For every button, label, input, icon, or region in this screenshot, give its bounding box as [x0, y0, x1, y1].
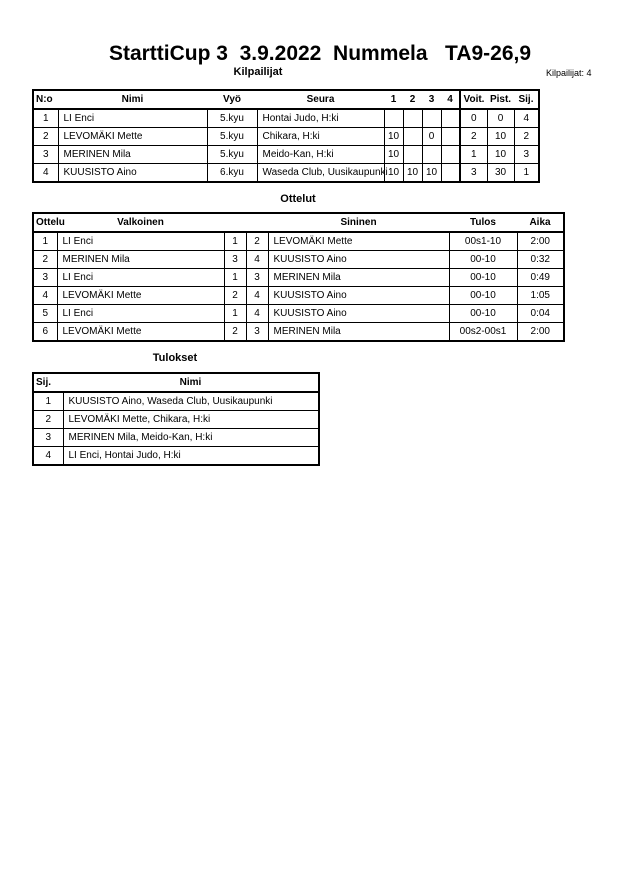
cell-name: LI Enci [58, 109, 207, 128]
cell-no: 3 [33, 146, 58, 164]
cell-place: 4 [514, 109, 539, 128]
cell-blue-name: MERINEN Mila [268, 269, 449, 287]
cell-belt: 5.kyu [207, 109, 257, 128]
cell-white-no: 2 [224, 287, 246, 305]
header-match-1: 1 [384, 90, 403, 109]
cell-white-no: 1 [224, 269, 246, 287]
table-row [33, 251, 564, 269]
cell-score-1: 10 [384, 146, 403, 164]
cell-club: Chikara, H:ki [257, 128, 384, 146]
cell-result: 00s2-00s1 [449, 323, 517, 342]
header-points: Pist. [487, 90, 514, 109]
cell-club: Meido-Kan, H:ki [257, 146, 384, 164]
table-row [33, 269, 564, 287]
cell-club: Hontai Judo, H:ki [257, 109, 384, 128]
cell-place: 2 [33, 411, 63, 429]
cell-match-no: 6 [33, 323, 57, 342]
header-place: Sij. [514, 90, 539, 109]
cell-blue-name: KUUSISTO Aino [268, 287, 449, 305]
matches-table [32, 212, 565, 342]
cell-blue-name: KUUSISTO Aino [268, 305, 449, 323]
cell-no: 4 [33, 164, 58, 183]
competitors-table [32, 89, 540, 183]
cell-score-2 [403, 146, 422, 164]
cell-result: 00-10 [449, 287, 517, 305]
cell-match-no: 3 [33, 269, 57, 287]
cell-score-3 [422, 109, 441, 128]
cell-white-name: LEVOMÄKI Mette [57, 323, 224, 342]
cell-place: 1 [514, 164, 539, 183]
cell-blue-no: 3 [246, 323, 268, 342]
cell-place: 1 [33, 392, 63, 411]
header-match-4: 4 [441, 90, 460, 109]
cell-score-2 [403, 128, 422, 146]
cell-score-4 [441, 164, 460, 183]
cell-score-1: 10 [384, 164, 403, 183]
cell-time: 0:04 [517, 305, 564, 323]
cell-club: Waseda Club, Uusikaupunki [257, 164, 384, 183]
cell-score-3: 10 [422, 164, 441, 183]
competitors-heading: Kilpailijat [233, 66, 283, 78]
header-time: Aika [517, 213, 564, 232]
header-white: Valkoinen [57, 213, 224, 232]
cell-belt: 6.kyu [207, 164, 257, 183]
table-row [33, 411, 319, 429]
cell-match-no: 5 [33, 305, 57, 323]
cell-white-no: 1 [224, 305, 246, 323]
matches-header-row [33, 213, 564, 232]
table-row [33, 287, 564, 305]
cell-match-no: 2 [33, 251, 57, 269]
cell-score-4 [441, 146, 460, 164]
cell-result: 00-10 [449, 251, 517, 269]
cell-white-no: 3 [224, 251, 246, 269]
cell-name: LEVOMÄKI Mette [58, 128, 207, 146]
cell-blue-name: LEVOMÄKI Mette [268, 232, 449, 251]
cell-place: 4 [33, 447, 63, 466]
cell-name: KUUSISTO Aino [58, 164, 207, 183]
cell-match-no: 4 [33, 287, 57, 305]
cell-place: 3 [33, 429, 63, 447]
cell-white-name: MERINEN Mila [57, 251, 224, 269]
cell-white-no: 2 [224, 323, 246, 342]
header-club: Seura [257, 90, 384, 109]
table-row [33, 305, 564, 323]
table-row [33, 109, 539, 128]
cell-belt: 5.kyu [207, 146, 257, 164]
cell-points: 30 [487, 164, 514, 183]
table-row [33, 146, 539, 164]
cell-points: 10 [487, 128, 514, 146]
cell-result: 00s1-10 [449, 232, 517, 251]
cell-time: 0:32 [517, 251, 564, 269]
table-row [33, 392, 319, 411]
table-row [33, 429, 319, 447]
cell-name: LEVOMÄKI Mette, Chikara, H:ki [63, 411, 319, 429]
cell-white-no: 1 [224, 232, 246, 251]
cell-blue-no: 4 [246, 305, 268, 323]
header-match-no: Ottelu [33, 213, 57, 232]
cell-blue-no: 4 [246, 287, 268, 305]
cell-points: 10 [487, 146, 514, 164]
cell-time: 2:00 [517, 323, 564, 342]
cell-score-1: 10 [384, 128, 403, 146]
header-result: Tulos [449, 213, 517, 232]
cell-white-name: LI Enci [57, 305, 224, 323]
cell-no: 1 [33, 109, 58, 128]
cell-wins: 2 [460, 128, 487, 146]
header-belt: Vyö [207, 90, 257, 109]
cell-blue-name: MERINEN Mila [268, 323, 449, 342]
cell-result: 00-10 [449, 305, 517, 323]
cell-score-3: 0 [422, 128, 441, 146]
header-name: Nimi [63, 373, 319, 392]
matches-heading: Ottelut [280, 193, 316, 205]
cell-points: 0 [487, 109, 514, 128]
header-white-no [224, 213, 246, 232]
cell-place: 2 [514, 128, 539, 146]
cell-wins: 1 [460, 146, 487, 164]
cell-white-name: LI Enci [57, 269, 224, 287]
cell-score-4 [441, 109, 460, 128]
header-name: Nimi [58, 90, 207, 109]
cell-name: MERINEN Mila [58, 146, 207, 164]
cell-result: 00-10 [449, 269, 517, 287]
header-place: Sij. [33, 373, 63, 392]
cell-time: 1:05 [517, 287, 564, 305]
table-row [33, 128, 539, 146]
competitors-header-row [33, 90, 539, 109]
cell-time: 0:49 [517, 269, 564, 287]
cell-score-4 [441, 128, 460, 146]
cell-blue-no: 2 [246, 232, 268, 251]
page-title: StarttiCup 3 3.9.2022 Nummela TA9-26,9 [108, 42, 532, 65]
cell-wins: 0 [460, 109, 487, 128]
header-no: N:o [33, 90, 58, 109]
header-blue: Sininen [268, 213, 449, 232]
cell-name: MERINEN Mila, Meido-Kan, H:ki [63, 429, 319, 447]
header-blue-no [246, 213, 268, 232]
cell-score-2: 10 [403, 164, 422, 183]
cell-blue-no: 3 [246, 269, 268, 287]
table-row [33, 323, 564, 342]
results-header-row [33, 373, 319, 392]
cell-name: LI Enci, Hontai Judo, H:ki [63, 447, 319, 466]
cell-white-name: LEVOMÄKI Mette [57, 287, 224, 305]
header-match-2: 2 [403, 90, 422, 109]
table-row [33, 164, 539, 183]
cell-blue-name: KUUSISTO Aino [268, 251, 449, 269]
results-table [32, 372, 320, 466]
cell-time: 2:00 [517, 232, 564, 251]
table-row [33, 447, 319, 466]
cell-match-no: 1 [33, 232, 57, 251]
results-heading: Tulokset [152, 352, 198, 364]
cell-name: KUUSISTO Aino, Waseda Club, Uusikaupunki [63, 392, 319, 411]
cell-no: 2 [33, 128, 58, 146]
competitors-count-label: Kilpailijat: 4 [546, 68, 592, 78]
header-match-3: 3 [422, 90, 441, 109]
header-wins: Voit. [460, 90, 487, 109]
cell-place: 3 [514, 146, 539, 164]
cell-score-2 [403, 109, 422, 128]
table-row [33, 232, 564, 251]
cell-belt: 5.kyu [207, 128, 257, 146]
cell-white-name: LI Enci [57, 232, 224, 251]
cell-blue-no: 4 [246, 251, 268, 269]
cell-score-1 [384, 109, 403, 128]
cell-wins: 3 [460, 164, 487, 183]
cell-score-3 [422, 146, 441, 164]
